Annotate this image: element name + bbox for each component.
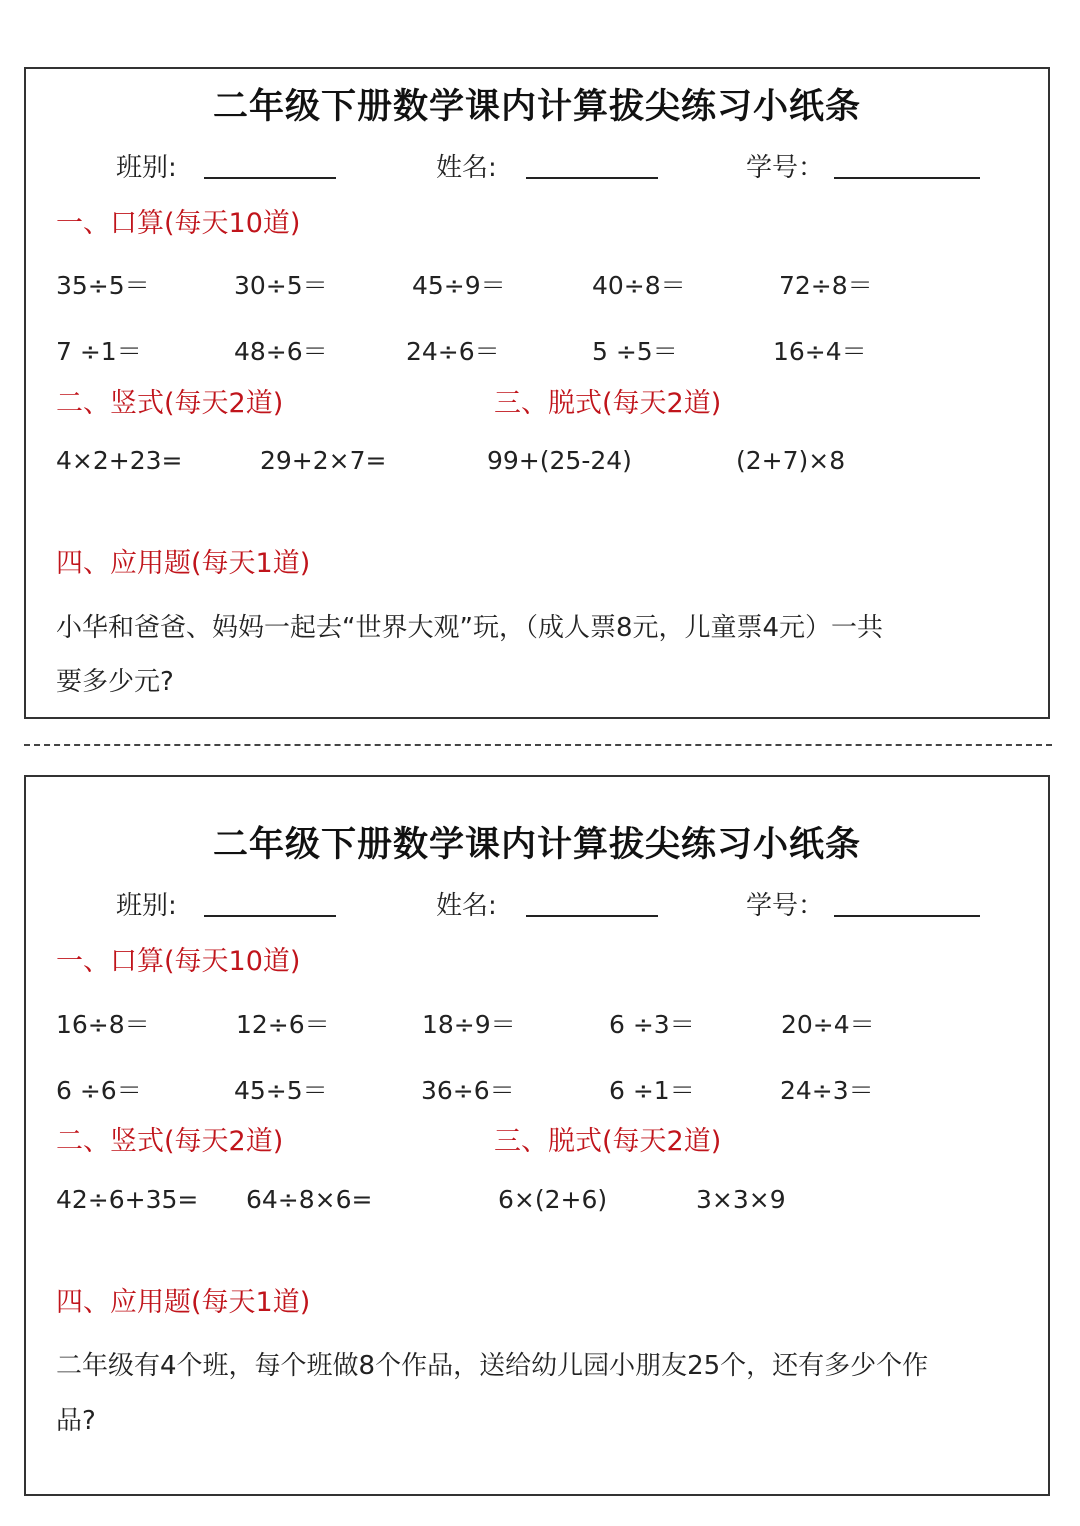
oral-problem: 16÷8＝ xyxy=(56,1010,150,1039)
oral-problem: 6 ÷6＝ xyxy=(56,1076,142,1105)
section-written-heading: 二、竖式(每天2道) xyxy=(56,388,284,419)
sheet-title: 二年级下册数学课内计算拔尖练习小纸条 xyxy=(212,825,861,865)
student-number-blank[interactable] xyxy=(834,915,980,917)
oral-problem: 36÷6＝ xyxy=(421,1076,515,1105)
name-blank[interactable] xyxy=(526,177,658,179)
oral-problem: 6 ÷1＝ xyxy=(609,1076,695,1105)
section-written-heading: 二、竖式(每天2道) xyxy=(56,1126,284,1157)
section-oral-heading: 一、口算(每天10道) xyxy=(56,946,301,977)
oral-problem: 72÷8＝ xyxy=(779,271,873,300)
class-label: 班别: xyxy=(116,153,177,183)
class-blank[interactable] xyxy=(204,915,336,917)
section-stepwise-heading: 三、脱式(每天2道) xyxy=(494,1126,722,1157)
stepwise-problem: (2+7)×8 xyxy=(736,446,846,475)
oral-problem: 7 ÷1＝ xyxy=(56,337,142,366)
word-problem-line: 品? xyxy=(56,1406,96,1436)
student-number-label: 学号： xyxy=(746,891,825,921)
name-label: 姓名: xyxy=(436,153,497,183)
section-oral-heading: 一、口算(每天10道) xyxy=(56,208,301,239)
oral-problem: 45÷9＝ xyxy=(412,271,506,300)
oral-problem: 20÷4＝ xyxy=(781,1010,875,1039)
practice-sheet-2 xyxy=(24,775,1050,1496)
written-problem: 42÷6+35= xyxy=(56,1185,199,1214)
oral-problem: 35÷5＝ xyxy=(56,271,150,300)
stepwise-problem: 99+(25-24) xyxy=(487,446,632,475)
oral-problem: 24÷3＝ xyxy=(780,1076,874,1105)
section-stepwise-heading: 三、脱式(每天2道) xyxy=(494,388,722,419)
name-blank[interactable] xyxy=(526,915,658,917)
name-label: 姓名: xyxy=(436,891,497,921)
oral-problem: 45÷5＝ xyxy=(234,1076,328,1105)
oral-problem: 12÷6＝ xyxy=(236,1010,330,1039)
word-problem-line: 要多少元? xyxy=(56,667,174,697)
student-number-blank[interactable] xyxy=(834,177,980,179)
oral-problem: 30÷5＝ xyxy=(234,271,328,300)
student-number-label: 学号： xyxy=(746,153,825,183)
written-problem: 29+2×7= xyxy=(260,446,387,475)
oral-problem: 16÷4＝ xyxy=(773,337,867,366)
practice-sheet-1 xyxy=(24,67,1050,719)
oral-problem: 18÷9＝ xyxy=(422,1010,516,1039)
word-problem-line: 二年级有4个班，每个班做8个作品，送给幼儿园小朋友25个，还有多少个作 xyxy=(56,1351,929,1381)
oral-problem: 40÷8＝ xyxy=(592,271,686,300)
cut-line xyxy=(24,744,1052,746)
stepwise-problem: 6×(2+6) xyxy=(498,1185,608,1214)
word-problem-line: 小华和爸爸、妈妈一起去“世界大观”玩，（成人票8元，儿童票4元）一共 xyxy=(56,613,884,643)
oral-problem: 6 ÷3＝ xyxy=(609,1010,695,1039)
written-problem: 4×2+23= xyxy=(56,446,183,475)
written-problem: 64÷8×6= xyxy=(246,1185,373,1214)
class-blank[interactable] xyxy=(204,177,336,179)
oral-problem: 5 ÷5＝ xyxy=(592,337,678,366)
oral-problem: 24÷6＝ xyxy=(406,337,500,366)
sheet-title: 二年级下册数学课内计算拔尖练习小纸条 xyxy=(212,87,861,127)
class-label: 班别: xyxy=(116,891,177,921)
section-word-problem-heading: 四、应用题(每天1道) xyxy=(56,548,311,579)
section-word-problem-heading: 四、应用题(每天1道) xyxy=(56,1287,311,1318)
stepwise-problem: 3×3×9 xyxy=(696,1185,786,1214)
oral-problem: 48÷6＝ xyxy=(234,337,328,366)
